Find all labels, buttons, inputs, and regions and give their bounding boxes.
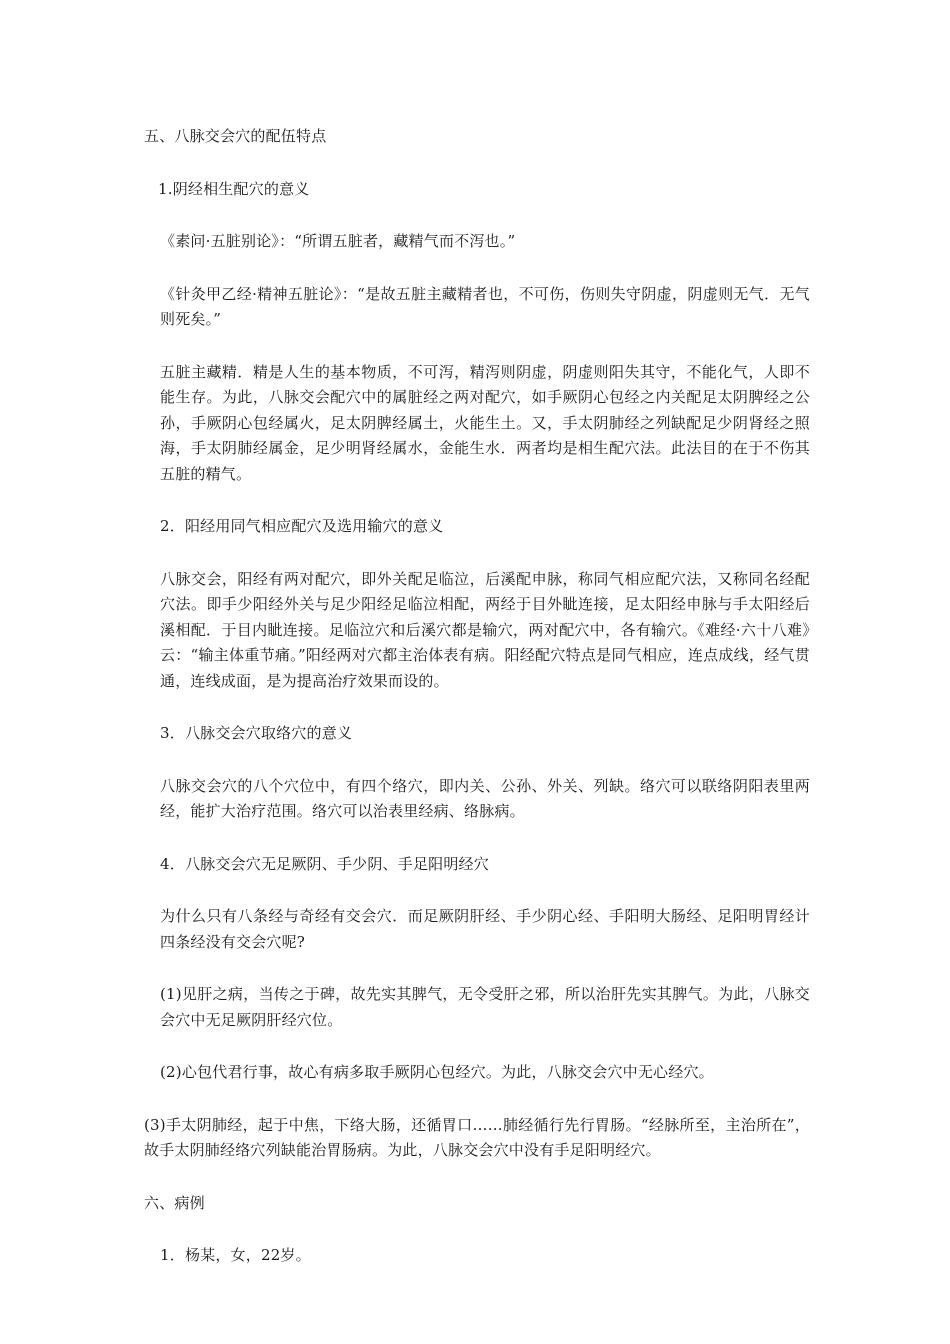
paragraph-luo-points: 八脉交会穴的八个穴位中，有四个络穴，即内关、公孙、外关、列缺。络穴可以联络阴阳表里两经，能扩大治疗范围。络穴可以治表里经病、络脉病。 <box>160 776 810 820</box>
document-page <box>144 124 810 1269</box>
paragraph-question: 为什么只有八条经与奇经有交会穴．而足厥阴肝经、手少阴心经、手阳明大肠经、足阳明胃经计四条经没有交会穴呢? <box>160 907 810 951</box>
section-heading-five: 五、八脉交会穴的配伍特点 <box>144 127 327 145</box>
subheading-luo-points: 3．八脉交会穴取络穴的意义 <box>160 724 353 742</box>
paragraph-yang-pairing: 八脉交会，阳经有两对配穴，即外关配足临泣，后溪配申脉，称同气相应配穴法，又称同名经配穴法。即手少阳经外关与足少阳经足临泣相配，两经于目外眦连接，足太阳经申脉与手太阳经后溪相配．于目内眦连接。足临泣穴和后溪穴都是输穴，两对配穴中，各有输穴。《难经·六十八难》云：“输主体重节痛。”阳经两对穴都主治体表有病。阳经配穴特点是同气相应，连点成线，经气贯通，连线成面，是为提高治疗效果而设的。 <box>160 569 810 690</box>
subheading-yang-meridian: 2．阳经用同气相应配穴及选用输穴的意义 <box>160 517 444 535</box>
paragraph-reason-lung: (3)手太阴肺经，起于中焦，下络大肠，还循胃口……肺经循行先行胃肠。“经脉所至，主治所在”，故手太阴肺经络穴列缺能治胃肠病。为此，八脉交会穴中没有手足阳明经穴。 <box>144 1115 810 1159</box>
paragraph-reason-liver: (1)见肝之病，当传之于碑，故先实其脾气，无令受肝之邪，所以治肝先实其脾气。为此，八脉交会穴中无足厥阴肝经穴位。 <box>160 985 810 1029</box>
paragraph-zang-essence: 五脏主藏精．精是人生的基本物质，不可泻，精泻则阴虚，阴虚则阳失其守，不能化气，人即不能生存。为此，八脉交会配穴中的属脏经之两对配穴，如手厥阴心包经之内关配足太阴脾经之公孙，手厥阴心包经属火，足太阴脾经属土，火能生土。又，手太阴肺经之列缺配足少阴肾经之照海，手太阴肺经属金，足少明肾经属水，金能生水．两者均是相生配穴法。此法目的在于不伤其五脏的精气。 <box>160 362 810 483</box>
case-one: 1．杨某，女，22岁。 <box>160 1246 311 1264</box>
quote-zhenjiu-jiayi: 《针灸甲乙经·精神五脏论》：“是故五脏主藏精者也，不可伤，伤则失守阴虚，阴虚则无气．无气则死矣。” <box>160 284 810 328</box>
subheading-yin-meridian: 1.阴经相生配穴的意义 <box>158 179 310 198</box>
quote-suwen: 《素问·五脏别论》：“所谓五脏者，藏精气而不泻也。” <box>160 232 516 250</box>
paragraph-reason-heart: (2)心包代君行事，故心有病多取手厥阴心包经穴。为此，八脉交会穴中无心经穴。 <box>160 1063 714 1081</box>
section-heading-six: 六、病例 <box>144 1193 205 1212</box>
subheading-missing-meridians: 4．八脉交会穴无足厥阴、手少阴、手足阳明经穴 <box>160 854 489 873</box>
